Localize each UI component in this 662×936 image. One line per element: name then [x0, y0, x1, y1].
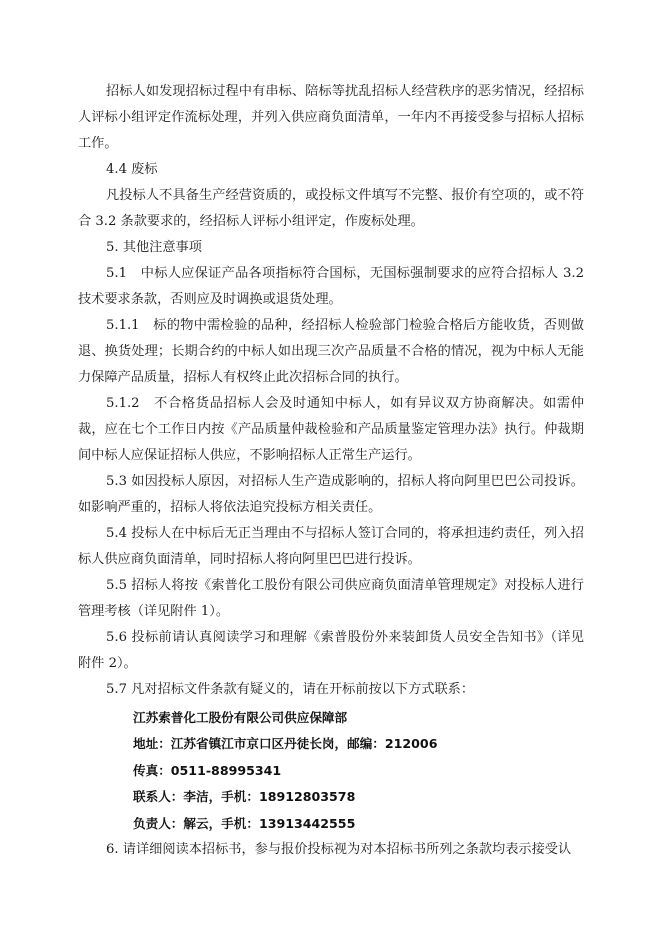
contact-fax: 传真：0511-88995341 — [133, 762, 282, 778]
clause-5-5: 5.5 招标人将按《索普化工股份有限公司供应商负面清单管理规定》对投标人进行管理考核（详见附件 1）。 — [78, 578, 584, 619]
contact-department: 江苏索普化工股份有限公司供应保障部 — [133, 710, 348, 725]
paragraph-invalid-bid: 凡投标人不具备生产经营资质的，或投标文件填写不完整、报价有空项的，或不符合 3.2 条款要求的，经招标人评标小组评定，作废标处理。 — [78, 188, 584, 229]
document-page — [78, 79, 584, 863]
clause-5-1: 5.1 中标人应保证产品各项指标符合国标，无国标强制要求的应符合招标人 3.2 技术要求条款，否则应及时调换或退货处理。 — [78, 266, 584, 307]
clause-5-6: 5.6 投标前请认真阅读学习和理解《索普股份外来装卸货人员安全告知书》（详见附件 2）。 — [78, 630, 584, 671]
clause-5-1-1: 5.1.1 标的物中需检验的品种，经招标人检验部门检验合格后方能收货，否则做退、换货处理；长期合约的中标人如出现三次产品质量不合格的情况，视为中标人无能力保障产品质量，招标人有权终止此次招标合同的执行。 — [78, 318, 584, 385]
contact-person: 联系人：李洁，手机：18912803578 — [133, 789, 356, 805]
contact-block — [78, 705, 584, 837]
clause-5-7: 5.7 凡对招标文件条款有疑义的，请在开标前按以下方式联系： — [106, 682, 475, 697]
clause-5-1-2: 5.1.2 不合格货品招标人会及时通知中标人，如有异议双方协商解决。如需仲裁，应在七个工作日内按《产品质量仲裁检验和产品质量鉴定管理办法》执行。仲裁期间中标人应保证招标人供应，不影响招标人正常生产运行。 — [78, 396, 584, 463]
contact-address: 地址：江苏省镇江市京口区丹徒长岗，邮编：212006 — [133, 736, 438, 752]
responsible-person: 负责人：解云，手机：13913442555 — [133, 815, 356, 831]
clause-5-4: 5.4 投标人在中标后无正当理由不与招标人签订合同的，将承担违约责任，列入招标人供应商负面清单，同时招标人将向阿里巴巴进行投诉。 — [78, 526, 584, 567]
paragraph-collusion: 招标人如发现招标过程中有串标、陪标等扰乱招标人经营秩序的恶劣情况，经招标人评标小组评定作流标处理，并列入供应商负面清单，一年内不再接受参与招标人招标工作。 — [78, 84, 584, 151]
heading-4-4-invalid-bid: 4.4 废标 — [106, 162, 158, 177]
clause-5-3: 5.3 如因投标人原因，对招标人生产造成影响的，招标人将向阿里巴巴公司投诉。如影响严重的，招标人将依法追究投标方相关责任。 — [78, 474, 584, 515]
heading-5-other-notes: 5. 其他注意事项 — [106, 240, 202, 255]
clause-6: 6. 请详细阅读本招标书，参与报价投标视为对本招标书所列之条款均表示接受认 — [106, 842, 572, 858]
